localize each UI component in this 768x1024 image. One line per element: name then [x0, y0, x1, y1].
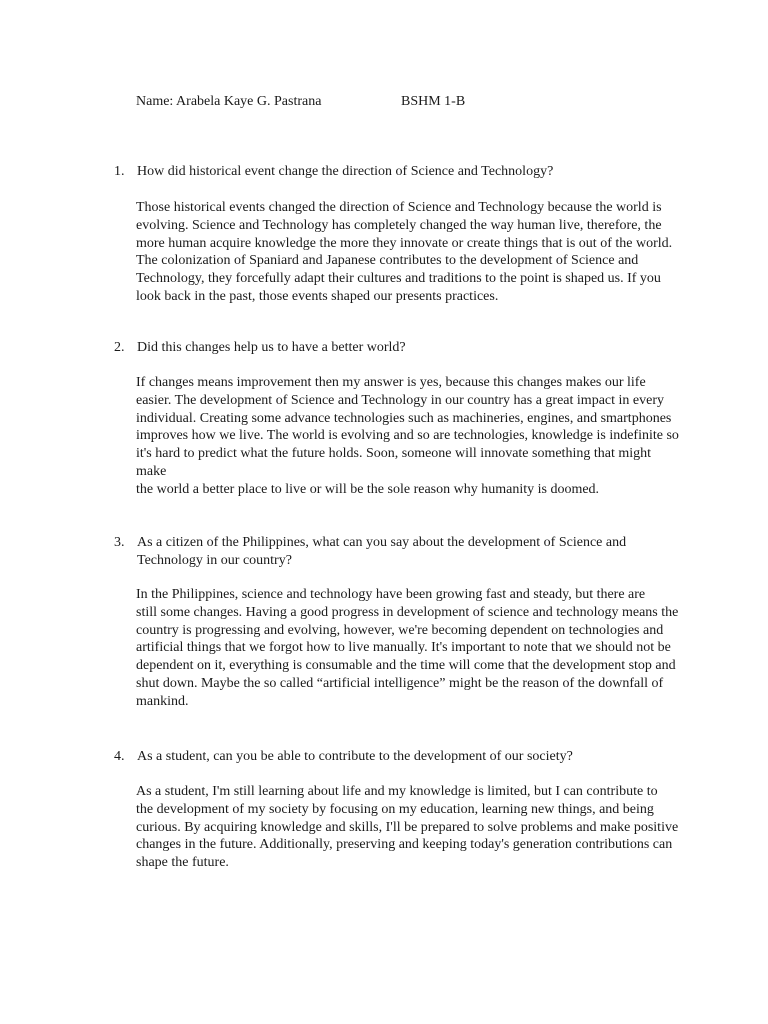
question-text: As a student, can you be able to contribute to the development of our society? [137, 749, 573, 764]
question-text: Did this changes help us to have a better world? [137, 340, 406, 355]
question-4 [114, 748, 674, 766]
question-number: 3. [114, 535, 125, 550]
answer-2: If changes means improvement then my answer is yes, because this changes makes our life easier. The development of Science and Technology in our country has a great impact in every individual. Creating some advance technologies such as machineries, engines, and smartphones improves how we live. The world is evolving and so are technologies, knowledge is indefinite so it's hard to predict what the future holds. Soon, someone will innovate something that might make the world a better place to live or will be the sole reason why humanity is doomed. [136, 375, 679, 497]
answer-3: In the Philippines, science and technology have been growing fast and steady, but there are still some changes. Having a good progress in development of science and technology means the country is progressing and evolving, however, we're becoming dependent on technologies and artificial things that we forgot how to live manually. It's important to note that we should not be dependent on it, everything is consumable and the time will come that the development stop and shut down. Maybe the so called “artificial intelligence” might be the reason of the downfall of mankind. [136, 587, 679, 709]
question-number: 4. [114, 749, 125, 764]
question-text: As a citizen of the Philippines, what can you say about the development of Science and Technology in our country? [137, 535, 627, 568]
question-1 [114, 163, 674, 181]
question-number: 1. [114, 164, 125, 179]
question-number: 2. [114, 340, 125, 355]
course-section: BSHM 1-B [401, 94, 466, 109]
answer-1: Those historical events changed the direction of Science and Technology because the world is evolving. Science and Technology has completely changed the way human live, therefore, the more human acquire knowledge the more they innovate or create things that is out of the world. The colonization of Spaniard and Japanese contributes to the development of Science and Technology, they forcefully adapt their cultures and traditions to the point is shaped us. If you look back in the past, those events shaped our presents practices. [136, 200, 673, 304]
question-3 [114, 534, 674, 570]
question-text: How did historical event change the direction of Science and Technology? [137, 164, 554, 179]
student-name: Name: Arabela Kaye G. Pastrana [136, 94, 322, 109]
question-2 [114, 339, 674, 357]
answer-4: As a student, I'm still learning about life and my knowledge is limited, but I can contribute to the development of my society by focusing on my education, learning new things, and being curious. By acquiring knowledge and skills, I'll be prepared to solve problems and make positive changes in the future. Additionally, preserving and keeping today's generation contributions can shape the future. [136, 784, 679, 871]
document-header [136, 92, 696, 112]
